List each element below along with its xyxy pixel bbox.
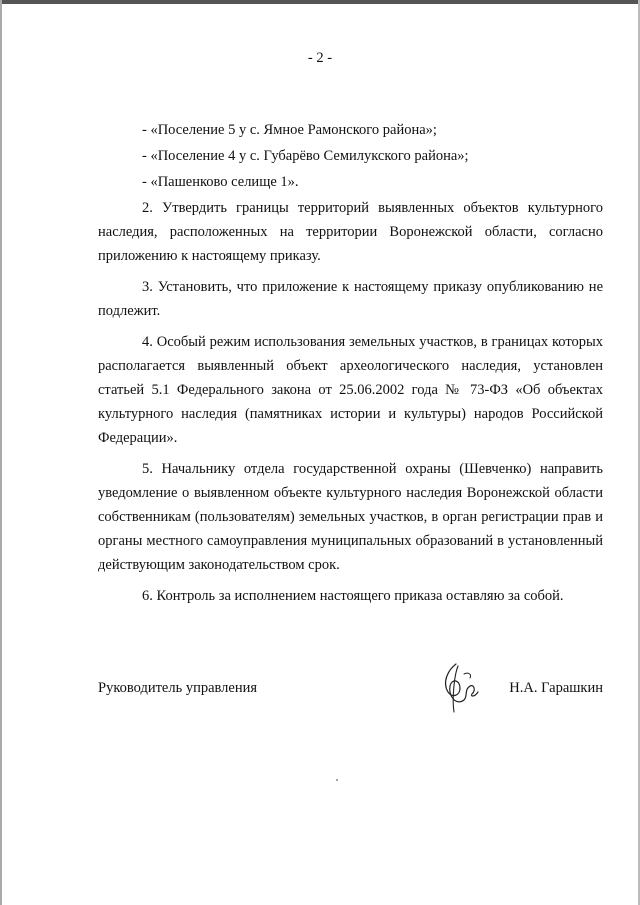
list-item: - «Поселение 4 у с. Губарёво Семилукского района»; xyxy=(142,148,469,164)
paragraph-5: 5. Начальнику отдела государственной охраны (Шевченко) направить уведомление о выявленном объекте культурного наследия Воронежской области собственникам (пользователям) земельных участков, в орган регистрации прав и органы местного самоуправления муниципальных образований в установленный действующим законодательством срок. xyxy=(98,461,603,573)
scan-speck xyxy=(336,779,338,781)
signature-block xyxy=(98,676,603,726)
paragraph-4: 4. Особый режим использования земельных участков, в границах которых располагается выявленный объект археологического наследия, установлен статьей 5.1 Федерального закона от 25.06.2002 года № 73-ФЗ «Об объектах культурного наследия (памятниках истории и культуры) народов Российской Федерации». xyxy=(98,334,603,446)
paragraph-6: 6. Контроль за исполнением настоящего приказа оставляю за собой. xyxy=(142,588,564,604)
paragraph-3: 3. Установить, что приложение к настоящему приказу опубликованию не подлежит. xyxy=(98,279,603,319)
handwritten-signature-icon xyxy=(434,656,494,716)
signatory-name: Н.А. Гарашкин xyxy=(509,680,603,696)
signatory-title: Руководитель управления xyxy=(98,680,258,696)
scan-top-edge xyxy=(0,0,640,4)
list-item: - «Поселение 5 у с. Ямное Рамонского района»; xyxy=(142,122,437,138)
page-number: - 2 - xyxy=(307,50,333,66)
paragraph-2: 2. Утвердить границы территорий выявленных объектов культурного наследия, расположенных на территории Воронежской области, согласно приложению к настоящему приказу. xyxy=(98,200,603,264)
scan-left-edge xyxy=(0,0,2,905)
document-body xyxy=(98,118,603,615)
list-item: - «Пашенково селище 1». xyxy=(142,174,299,190)
